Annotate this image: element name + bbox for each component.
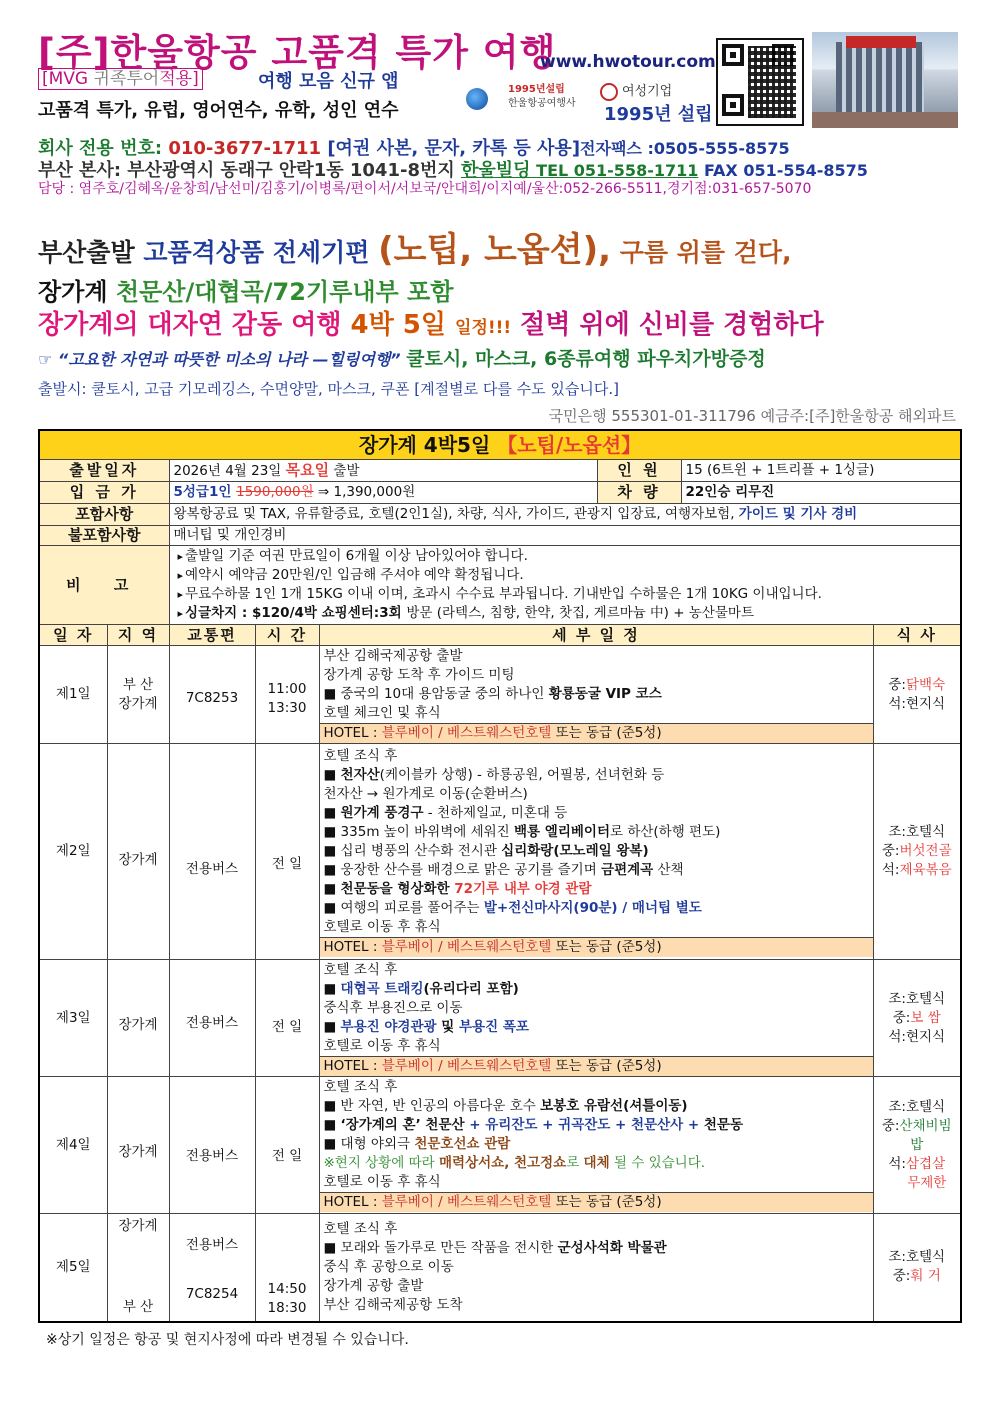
hotel-label: HOTEL :: [323, 938, 382, 955]
day-meal: [873, 1077, 961, 1214]
mvg-badge: [38, 68, 203, 90]
hotel-line: [320, 937, 873, 957]
sched-2a: 반 자연, 반 인공의 아름다운 호수: [340, 1098, 541, 1114]
day-row: [39, 744, 961, 960]
meal-2: 석:현지식: [888, 695, 946, 712]
sched-6: [324, 842, 869, 861]
region-2: 부 산: [122, 1299, 154, 1316]
efax: 전자팩스 :0505-555-8575: [580, 139, 790, 158]
building-sign: [846, 36, 916, 48]
label-exclude: 불포함사항: [39, 526, 169, 546]
promo-line-2: [38, 272, 453, 307]
sched-7: [324, 861, 869, 880]
fax: FAX 051-554-8575: [698, 161, 868, 180]
remarks: [169, 546, 961, 625]
sched-3b: 황룡동굴 VIP 코스: [548, 685, 662, 702]
vehicle: 22인승 리무진: [681, 482, 961, 504]
include-b: 가이드 및 기사 경비: [738, 506, 858, 522]
hotel-label: HOTEL :: [323, 1194, 382, 1210]
label-remarks: 비 고: [39, 546, 169, 625]
sched-9a: 여행의 피로를 풀어주는: [340, 899, 484, 916]
sched-4: [324, 804, 869, 823]
sched-2: [324, 1239, 869, 1258]
bank-account: 국민은행 555301-01-311796 예금주:[주]한울항공 해외파트: [548, 407, 956, 425]
day-transport: 전용버스: [169, 1077, 255, 1214]
mvg-c: 적용]: [159, 69, 199, 89]
promo-1a: 부산출발: [38, 238, 144, 267]
sched-5c: 로: [566, 1155, 584, 1171]
sched-9: [324, 899, 869, 918]
day-region: 장가계: [107, 960, 169, 1077]
day-time: 전 일: [255, 744, 319, 960]
meal-1: 조:호텔식: [888, 824, 946, 840]
sched-2a: 모래와 돌가루로 만든 작품을 전시한: [340, 1239, 558, 1256]
sched-2b: 보봉호 유람선(셔틀이동): [540, 1098, 688, 1114]
footer-note: ※상기 일정은 항공 및 현지사정에 따라 변경될 수 있습니다.: [46, 1332, 409, 1348]
day-row: [39, 646, 961, 744]
day-label: 제3일: [39, 960, 107, 1077]
itinerary-table: [38, 429, 962, 1323]
exclude: 매너팁 및 개인경비: [169, 526, 961, 546]
meal-1: 조:호텔식: [888, 1098, 946, 1115]
sched-4a: 부용진 야경관광: [340, 1018, 437, 1035]
day-label: 제5일: [39, 1214, 107, 1322]
qr-finder: [722, 44, 744, 66]
sched-5b: 매력상서쇼, 천고정쇼: [438, 1155, 567, 1171]
mvg-a: [MVG: [42, 69, 89, 89]
meal-1b: 닭백숙: [905, 676, 946, 693]
label-vehicle: 차 량: [597, 482, 681, 504]
sched-2: [324, 1097, 869, 1116]
day-meal: [873, 960, 961, 1077]
sched-2: [324, 980, 869, 999]
founded-year: 1995년 설립: [604, 104, 713, 125]
promo-1b: 고품격상품 전세기편: [143, 238, 379, 267]
promo-line-3: [38, 304, 824, 341]
sched-2b: 군성사석화 박물관: [557, 1239, 667, 1256]
categories: 고품격 특가, 유럽, 영어연수, 유학, 성인 연수: [38, 100, 399, 121]
sched-3: [324, 1116, 869, 1135]
day-schedule: [319, 744, 873, 960]
sched-3: 중식후 부용진으로 이동: [323, 999, 463, 1016]
col-transport: 교통편: [169, 625, 255, 646]
sched-3a: 중국의 10대 용암동굴 중의 하나인: [340, 685, 549, 702]
sched-3: 중식 후 공항으로 이동: [323, 1258, 454, 1275]
website-url[interactable]: www.hwotour.com: [540, 52, 716, 72]
day-time: 전 일: [255, 960, 319, 1077]
sched-1: 부산 김해국제공항 출발: [323, 647, 463, 664]
sched-2b: (유리다리 포함): [423, 980, 519, 997]
hotel-name: 블루베이 / 베스트웨스턴호텔: [381, 938, 552, 955]
day-schedule: [319, 960, 873, 1077]
phone-note: [여권 사본, 문자, 카톡 등 사용]: [321, 138, 581, 159]
day-row: [39, 1214, 961, 1322]
promo-line-1: [38, 222, 792, 271]
price-new: ⇒ 1,390,000원: [313, 484, 416, 500]
promo-1c: (노팁, 노옵션),: [378, 230, 612, 270]
sched-4b: - 천하제일교, 미혼대 등: [423, 804, 568, 821]
promo-line-4: [38, 344, 766, 371]
hotel-name: 블루베이 / 베스트웨스턴호텔: [381, 1057, 552, 1074]
day-region: 장가계: [107, 744, 169, 960]
sched-1: 호텔 조식 후: [323, 1079, 398, 1095]
meal-1: [878, 676, 957, 695]
qr-pattern: [748, 46, 796, 118]
price: [169, 482, 597, 504]
meal-2: [878, 1009, 957, 1028]
day-meal: [873, 1214, 961, 1322]
phone-number[interactable]: 010-3677-1711: [168, 138, 322, 159]
promo-3a: 장가계의 대자연 감동 여행: [38, 310, 351, 340]
sched-1: 호텔 조식 후: [323, 1220, 398, 1237]
people-count: 15 (6트윈 + 1트리플 + 1싱글): [681, 460, 961, 482]
sched-5d: 대체: [583, 1155, 610, 1171]
table-title: [39, 430, 961, 460]
sched-7c: 산책: [653, 861, 684, 878]
qr-code-icon[interactable]: [716, 38, 804, 126]
sched-2: [324, 766, 869, 785]
meal-3b: 삼겹살: [905, 1155, 946, 1172]
title-a: 장가계 4박5일: [358, 432, 498, 457]
promo-gift: 쿨토시, 마스크, 6종류여행 파우치가방증정: [406, 348, 766, 370]
meal-2: [878, 1267, 957, 1286]
day-schedule: [319, 646, 873, 744]
hotel-label: HOTEL :: [323, 724, 382, 741]
sched-3: 천자산 → 원가계로 이동(순환버스): [323, 785, 528, 802]
sched-2a: 대협곡 트래킹: [340, 980, 424, 997]
logo-line1: 1995년설립: [508, 84, 565, 95]
day-time: [255, 646, 319, 744]
company-logo: [462, 78, 590, 114]
col-schedule: 세 부 일 정: [319, 625, 873, 646]
meal-3b: 제육볶음: [899, 862, 952, 878]
day-meal: [873, 744, 961, 960]
meal-3: [878, 861, 957, 880]
day-transport: 7C8253: [169, 646, 255, 744]
time-1: 14:50: [267, 1281, 307, 1298]
col-region: 지 역: [107, 625, 169, 646]
meal-2b: 보 쌈: [910, 1009, 941, 1026]
region-1: 부 산: [122, 676, 154, 693]
sched-3a: ‘장가계의 혼’ 천문산: [340, 1117, 465, 1133]
mvg-b: 귀족투어: [93, 69, 160, 89]
promo-quote: “고요한 자연과 따뜻한 미소의 나라 —힐링여행”: [57, 350, 407, 369]
label-include: 포함사항: [39, 504, 169, 526]
meal-1a: 중:: [888, 676, 906, 693]
sched-5: 호텔로 이동 후 휴식: [323, 1037, 441, 1054]
sched-4: [324, 1018, 869, 1037]
address: 부산 본사: 부산광역시 동래구 안락1동 1041-8번지: [38, 160, 462, 181]
price-grade: 5성급1인: [173, 484, 237, 500]
meal-3: 석:현지식: [888, 1028, 946, 1045]
qr-finder: [722, 94, 744, 116]
day-label: 제1일: [39, 646, 107, 744]
title-b: 【노팁/노옵션】: [497, 432, 642, 457]
women-company-icon: [600, 83, 618, 101]
sched-2b: (케이블카 상행) - 하룡공원, 어필봉, 선녀헌화 등: [379, 766, 665, 783]
sched-4: [324, 1135, 869, 1154]
brand-title: [주]한울항공 고품격 특가 여행: [38, 31, 557, 74]
depart-a: 2026년 4월 23일: [173, 462, 286, 479]
hotel-name: 블루베이 / 베스트웨스턴호텔: [381, 724, 552, 741]
hotel-line: [320, 1192, 873, 1212]
region-1: 장가계: [118, 1218, 158, 1235]
meal-2a: 중:: [892, 1268, 911, 1285]
sched-5e: 될 수 있습니다.: [609, 1155, 706, 1171]
sched-4b: 및: [436, 1018, 459, 1035]
sched-1: 호텔 조식 후: [323, 747, 398, 764]
women-company: [600, 80, 672, 101]
hotel-name: 블루베이 / 베스트웨스턴호텔: [381, 1194, 552, 1210]
remark-1: ▸ 출발일 기준 여권 만료일이 6개월 이상 남아있어야 합니다.: [178, 547, 953, 566]
region-2: 장가계: [118, 695, 158, 712]
day-row: [39, 960, 961, 1077]
sched-8a: 천문동을 형상화한: [340, 880, 455, 897]
sched-5a: 335m 높이 바위벽에 세워진: [340, 823, 514, 840]
day-row: [39, 1077, 961, 1214]
sched-5c: 로 하산(하행 편도): [610, 823, 721, 840]
sched-7b: 금편계곡: [601, 861, 654, 878]
label-deposit: 입 금 가: [39, 482, 169, 504]
day-time: 전 일: [255, 1077, 319, 1214]
meal-2b: 훠 거: [910, 1268, 941, 1285]
time-2: 18:30: [267, 1300, 307, 1317]
meal-3a: 석:: [881, 862, 900, 878]
sched-4a: 대형 야외극: [340, 1136, 415, 1152]
label-depart: 출발일자: [39, 460, 169, 482]
meal-3a: 석:: [888, 1155, 906, 1172]
meal-2a: 중:: [881, 843, 900, 859]
hotel-line: [320, 1056, 873, 1076]
sched-9b: 발+전신마사지(90분) / 매너팁 별도: [483, 899, 702, 916]
sched-5b: 백룡 엘리베이터: [514, 823, 610, 840]
promo-line-5: 출발시: 쿨토시, 고급 기모레깅스, 수면양말, 마스크, 쿠폰 [계절별로 다를 수도 있습니다.]: [38, 380, 619, 398]
meal-2b: 버섯전골: [899, 843, 952, 859]
time-2: 13:30: [267, 699, 307, 716]
depart-c: 출발: [329, 462, 360, 479]
sched-6a: 십리 병풍의 산수화 전시관: [340, 842, 502, 859]
hotel-line: [320, 723, 873, 743]
sched-5: [324, 1154, 869, 1173]
staff-list: 담당 : 염주호/김혜옥/윤창희/남선미/김홍기/이병록/편이서/서보국/안대희/이지예/울산:052-266-5511,경기점:031-657-5070: [38, 181, 812, 197]
logo-line2: 한울항공여행사: [508, 98, 576, 109]
hotel-grade: 또는 동급 (준5성): [551, 938, 662, 955]
transport-1: 전용버스: [185, 1237, 239, 1254]
day-schedule: [319, 1214, 873, 1322]
day-region: [107, 646, 169, 744]
remark-4a: 싱글차지 : $120/4박 쇼핑센터:3회: [185, 605, 407, 621]
day-schedule: [319, 1077, 873, 1214]
remark-4b: 방문 (라텍스, 침향, 한약, 찻집, 게르마늄 中) + 농산물마트: [406, 605, 755, 621]
remark-4: [178, 604, 953, 623]
meal-2a: 중:: [881, 1117, 900, 1134]
promo-3d: 절벽 위에 신비를 경험하다: [511, 310, 824, 340]
day-label: 제2일: [39, 744, 107, 960]
meal-1: 조:호텔식: [888, 990, 946, 1007]
day-transport: 전용버스: [169, 744, 255, 960]
building-photo: [812, 32, 958, 128]
phone-label: 회사 전용 번호:: [38, 138, 169, 159]
building-base: [812, 112, 958, 128]
meal-3c: 무제한: [907, 1174, 947, 1191]
remark-3: ▸ 무료수하물 1인 1개 15KG 이내 이며, 초과시 수수료 부과됩니다. 기내반입 수하물은 1개 10KG 이내입니다.: [178, 585, 953, 604]
depart-day: 목요일: [285, 460, 330, 479]
sched-4b: 천문호선쇼 관람: [414, 1136, 511, 1152]
label-people: 인 원: [597, 460, 681, 482]
day-transport: 전용버스: [169, 960, 255, 1077]
col-meal: 식 사: [873, 625, 961, 646]
time-1: 11:00: [267, 680, 307, 697]
day-region: [107, 1214, 169, 1322]
sched-2: 장가계 공항 도착 후 가이드 미팅: [323, 666, 515, 683]
sched-6: 호텔로 이동 후 휴식: [323, 1174, 441, 1190]
meal-2b: 산채비빔밥: [899, 1117, 952, 1153]
sched-4: 장가계 공항 출발: [323, 1277, 424, 1294]
women-company-label: 여성기업: [622, 84, 673, 99]
promo-2b: 천문산/대협곡/72기루내부 포함: [115, 278, 454, 306]
app-text: 여행 모음 신규 앱: [258, 71, 399, 92]
remark-2: ▸ 예약시 예약금 20만원/인 입금해 주셔야 예약 확정됩니다.: [178, 566, 953, 585]
promo-3c: 일정!!!: [455, 318, 512, 338]
sched-8b: 72기루 내부 야경 관람: [454, 880, 592, 897]
tel[interactable]: TEL 051-558-1711: [530, 161, 699, 180]
sched-4c: 부용진 폭포: [459, 1018, 529, 1035]
sched-10: 호텔로 이동 후 휴식: [323, 918, 441, 935]
promo-3b: 4박 5일: [350, 310, 456, 340]
hotel-grade: 또는 동급 (준5성): [551, 1057, 662, 1074]
include-a: 왕복항공료 및 TAX, 유류할증료, 호텔(2인1실), 차량, 식사, 가이드, 관광지 입장료, 여행자보험,: [173, 506, 739, 522]
sched-5a: ※현지 상황에 따라: [323, 1155, 439, 1171]
sched-7a: 웅장한 산수를 배경으로 맑은 공기를 즐기며: [340, 861, 602, 878]
include: [169, 504, 961, 526]
meal-2a: 중:: [892, 1009, 911, 1026]
col-day: 일 자: [39, 625, 107, 646]
hotel-label: HOTEL :: [323, 1057, 382, 1074]
hotel-grade: 또는 동급 (준5성): [551, 724, 662, 741]
sched-4: 호텔 체크인 및 휴식: [323, 704, 441, 721]
hand-pointer-icon: ☞: [38, 350, 58, 369]
meal-2: [878, 842, 957, 861]
sched-5: 부산 김해국제공항 도착: [323, 1296, 463, 1313]
sched-1: 호텔 조식 후: [323, 961, 398, 978]
col-time: 시 간: [255, 625, 319, 646]
price-old: 1590,000원: [236, 484, 314, 500]
depart-date: [169, 460, 597, 482]
sched-4a: 원가계 풍경구: [340, 804, 424, 821]
sched-6b: 십리화랑(모노레일 왕복): [501, 842, 649, 859]
day-meal: [873, 646, 961, 744]
globe-icon: [466, 88, 488, 110]
sched-2a: 천자산: [340, 766, 380, 783]
meal-3: [878, 1155, 957, 1174]
day-region: 장가계: [107, 1077, 169, 1214]
promo-1d: 구름 위를 걷다,: [611, 238, 792, 267]
day-label: 제4일: [39, 1077, 107, 1214]
sched-3b: + 유리잔도 + 귀곡잔도 + 천문산사 +: [464, 1117, 704, 1133]
day-time: [255, 1214, 319, 1322]
building-name: 한울빌딩: [461, 160, 531, 181]
meal-1: 조:호텔식: [888, 1249, 946, 1266]
promo-2a: 장가계: [38, 278, 116, 306]
sched-5: [324, 823, 869, 842]
meal-2: [878, 1117, 957, 1155]
sched-3: [324, 685, 869, 704]
sched-3c: 천문동: [703, 1117, 744, 1133]
transport-2: 7C8254: [185, 1286, 239, 1303]
sched-8: [324, 880, 869, 899]
hotel-grade: 또는 동급 (준5성): [551, 1194, 662, 1210]
day-transport: [169, 1214, 255, 1322]
